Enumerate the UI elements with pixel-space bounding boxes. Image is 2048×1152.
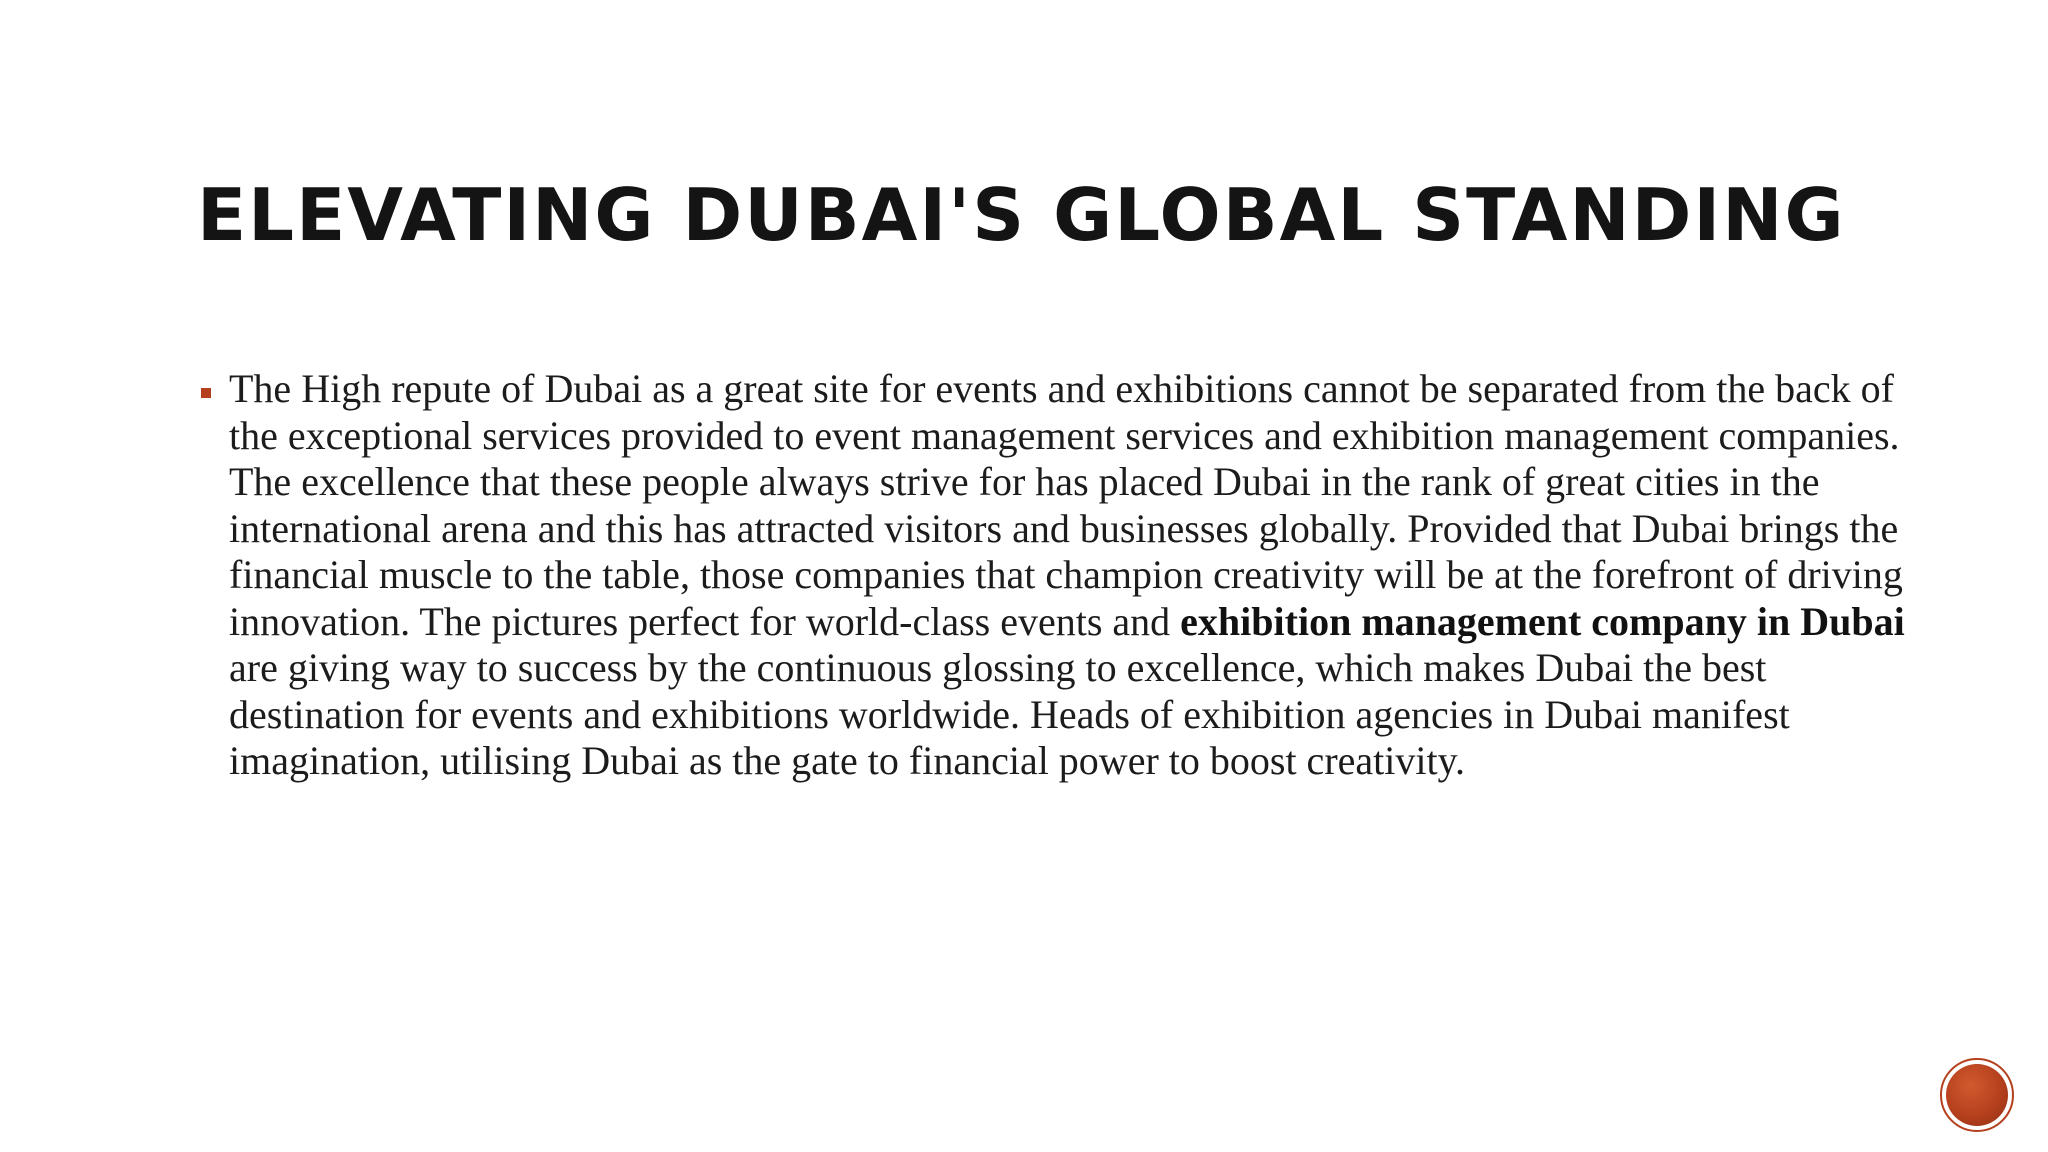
slide-nav-circle-fill [1946, 1064, 2008, 1126]
bullet-bold-keyword: exhibition management company in Dubai [1180, 598, 1905, 644]
slide-nav-circle-icon[interactable] [1940, 1058, 2014, 1132]
bullet-text [229, 366, 1909, 785]
slide-title: ELEVATING DUBAI'S GLOBAL STANDING [197, 173, 1846, 257]
bullet-item [197, 366, 1905, 785]
bullet-text-after: are giving way to success by the continuous glossing to excellence, which makes Dubai the best destination for events and exhibitions worldwide. Heads of exhibition agencies in Dubai manifest imagination, utilising Dubai as the gate to financial power to boost creativity. [229, 645, 1790, 783]
square-bullet-icon [201, 388, 211, 398]
bullet-text-before: The High repute of Dubai as a great site for events and exhibitions cannot be separated from the back of the exceptional services provided to event management services and exhibition management companies. The excellence that these people always strive for has placed Dubai in the rank of great cities in the international arena and this has attracted visitors and businesses globally. Provided that Dubai brings the financial muscle to the table, those companies that champion creativity will be at the forefront of driving innovation. The pictures perfect for world-class events and [229, 366, 1903, 644]
slide-content [197, 366, 1905, 785]
